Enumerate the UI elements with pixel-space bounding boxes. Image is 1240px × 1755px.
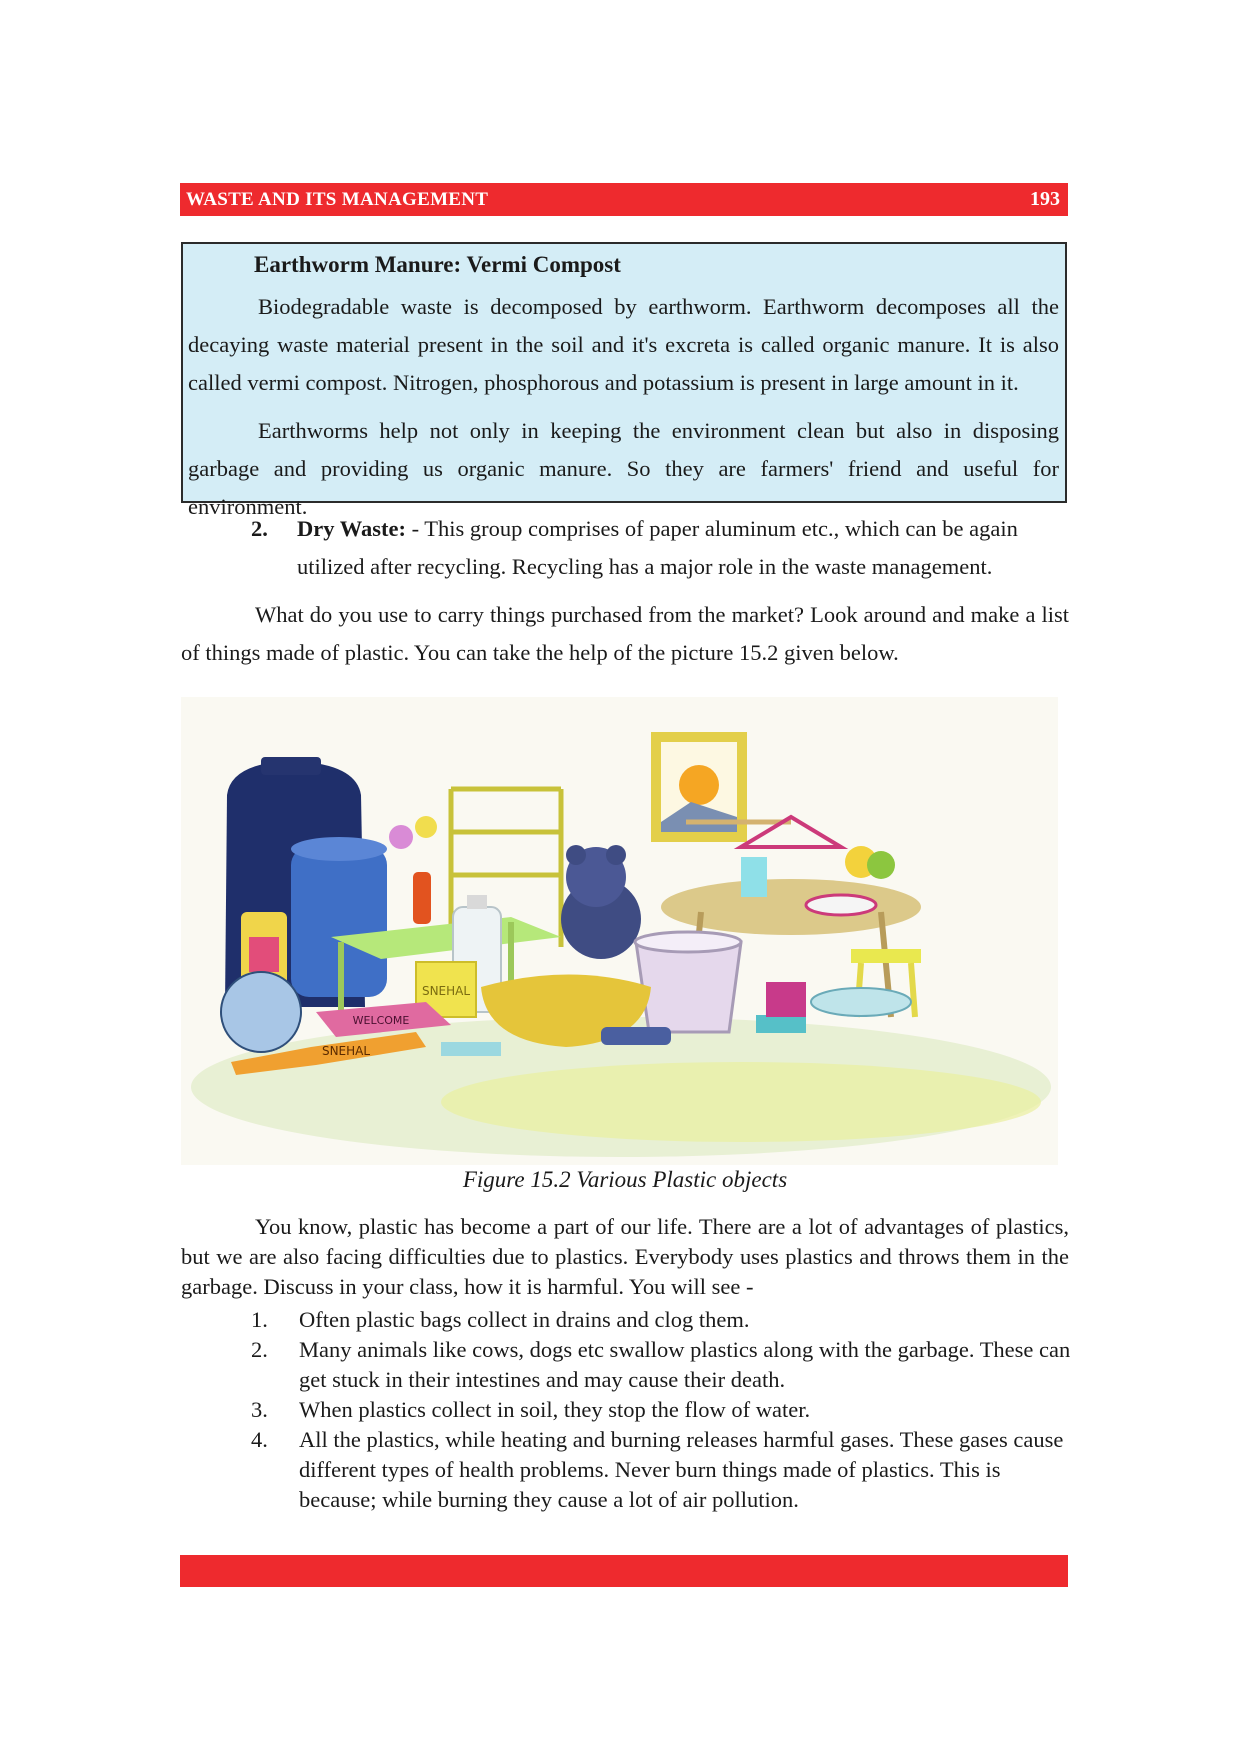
- box-paragraph-2: Earthworms help not only in keeping the environment clean but also in disposing garbage and providing us organic manure. So they are farmers' friend and useful for environment.: [188, 418, 1059, 519]
- mat-label: WELCOME: [352, 1014, 410, 1027]
- dry-waste-text: - This group comprises of paper aluminum etc., which can be again: [405, 516, 1018, 541]
- list-item: 3. When plastics collect in soil, they stop the flow of water.: [251, 1397, 811, 1422]
- paragraph-plastic-list: What do you use to carry things purchased from the market? Look around and make a list of things made of plastic. You can take the help of the picture 15.2 given below.: [181, 602, 1069, 665]
- box-title: Earthworm Manure: Vermi Compost: [254, 252, 621, 277]
- list-item: 4. All the plastics, while heating and burning releases harmful gases. These gases cause different types of health problems. Never burn things made of plastics. This is because; while burning they cause a lot of air pollution.: [251, 1427, 1064, 1512]
- box-paragraph-1: Biodegradable waste is decomposed by earthworm. Earthworm decomposes all the decaying waste material present in the soil and it's excreta is called organic manure. It is also called vermi compost. Nitrogen, phosphorous and potassium is present in large amount in it.: [188, 294, 1059, 395]
- paragraph-plastic-harm: You know, plastic has become a part of our life. There are a lot of advantages of plastics, but we are also facing difficulties due to plastics. Everybody uses plastics and throws them in the garbage. Discuss in your class, how it is harmful. You will see -: [181, 1214, 1069, 1299]
- header-bar: [180, 183, 1068, 216]
- bat-label: SNEHAL: [321, 1044, 371, 1058]
- basket-label: SNEHAL: [421, 984, 471, 998]
- list-item: 1. Often plastic bags collect in drains and clog them.: [251, 1307, 750, 1332]
- list-item: 2. Many animals like cows, dogs etc swallow plastics along with the garbage. These can get stuck in their intestines and may cause their death.: [251, 1337, 1071, 1392]
- dry-waste-text-continued: utilized after recycling. Recycling has a major role in the waste management.: [297, 554, 993, 579]
- footer-bar: [180, 1555, 1068, 1587]
- plastic-objects-illustration: [181, 697, 1058, 1165]
- dry-waste-number: 2.: [251, 516, 268, 541]
- vermicompost-box: [181, 242, 1067, 519]
- page-number: 193: [1030, 188, 1060, 210]
- dry-waste-term: Dry Waste:: [297, 516, 406, 541]
- harm-list: [251, 1305, 1071, 1515]
- chapter-title: WASTE AND ITS MANAGEMENT: [186, 188, 489, 210]
- figure-caption: Figure 15.2 Various Plastic objects: [462, 1167, 788, 1192]
- dry-waste-item: [251, 510, 1071, 586]
